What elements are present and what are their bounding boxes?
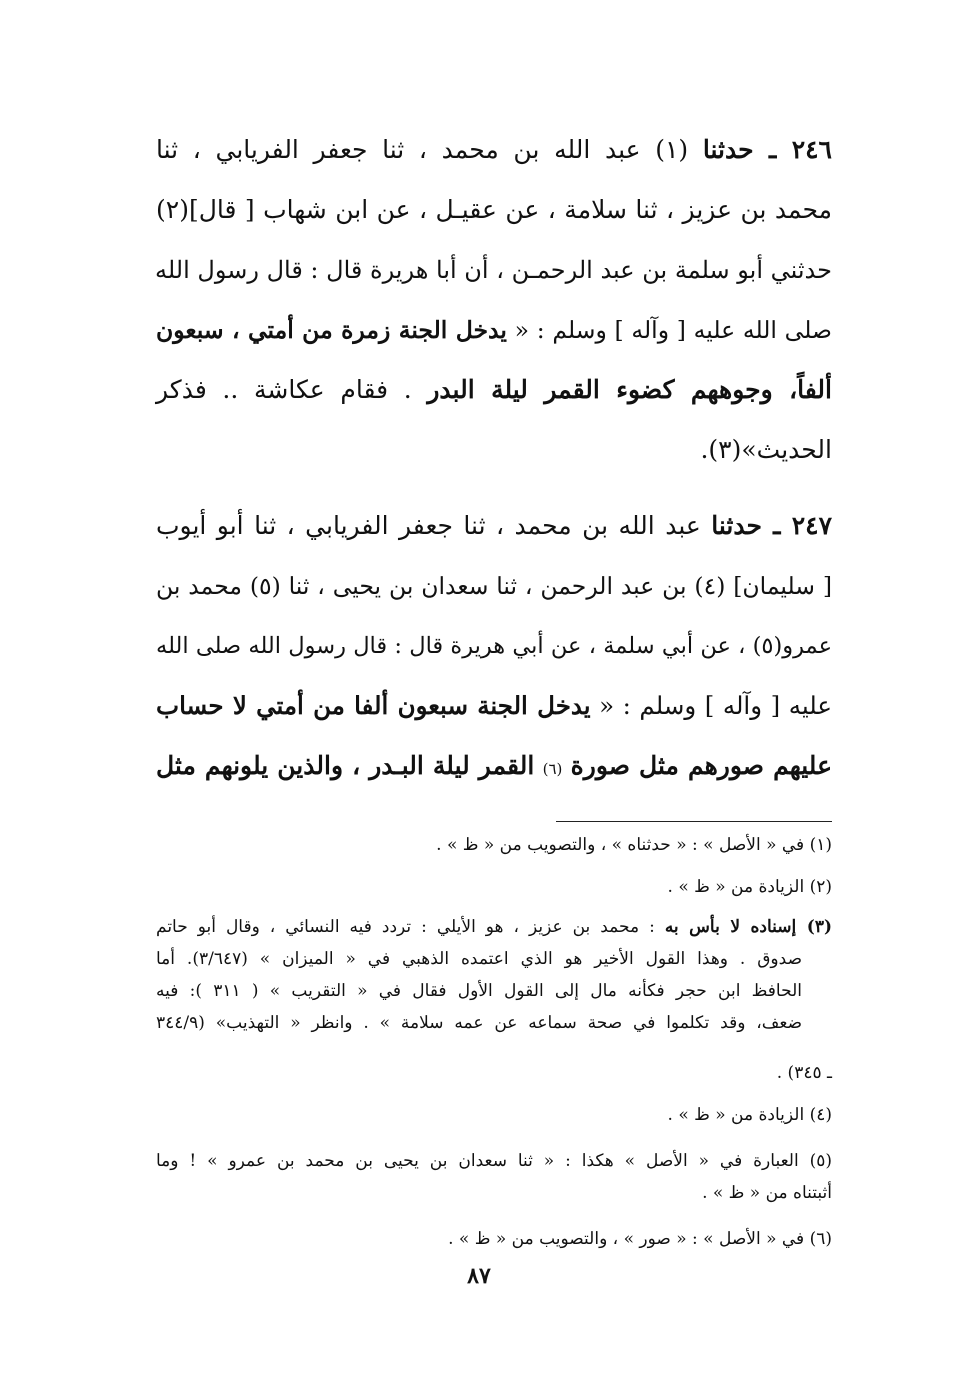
hadith-247-line-2: [ سليمان] (٤) بن عبد الرحمن ، ثنا سعدان بن يحيى ، ثنا (٥) محمد بن xyxy=(156,572,832,600)
footnote-3-line-1: (٣) إسناده لا بأس به : محمد بن عزيز ، هو الأيلي : تردد فيه النسائي ، وقال أبو حاتم xyxy=(156,917,833,937)
page-number: ٨٧ xyxy=(467,1263,491,1289)
footnote-6: (٦) في « الأصل » : « صور » ، والتصويب من « ظ » . xyxy=(448,1229,832,1249)
hadith-number: ٢٤٦ ـ حدثنا xyxy=(702,135,832,164)
footnote-3-line-4: ضعف، وقد تكلموا في صحة سماعه عن عمه سلامة » . وانظر « التهذيب» (٣٤٤/٩ xyxy=(156,1013,802,1033)
hadith-matn: عليهم صورهم مثل صورة xyxy=(570,751,832,780)
hadith-247-line-5 xyxy=(156,748,832,787)
hadith-number: ٢٤٧ ـ حدثنا xyxy=(711,511,833,540)
hadith-246-line-2: محمد بن عزيز ، ثنا سلامة ، عن عقيـل ، عن ابن شهاب [ قال](٢) xyxy=(156,195,832,224)
footnote-4: (٤) الزيادة من « ظ » . xyxy=(667,1105,832,1125)
footnote-2: (٢) الزيادة من « ظ » . xyxy=(667,877,832,897)
footnote-5-line-1: (٥) العبارة في « الأصل » هكذا : « ثنا سعدان بن يحيى بن محمد بن عمرو » ! وما xyxy=(156,1151,832,1171)
hadith-matn: القمر ليلة البـدر ، والذين يلونهم مثل xyxy=(156,751,535,780)
hadith-246-line-1: ٢٤٦ ـ حدثنا (١) عبد الله بن محمد ، ثنا جعفر الفريابي ، ثنا xyxy=(156,135,832,164)
hadith-247-line-4: عليه [ وآله ] وسلم : « يدخل الجنة سبعون ألفا من أمتي لا حساب xyxy=(156,691,832,720)
footnote-3-line-5: ـ ٣٤٥) . xyxy=(776,1063,832,1083)
footnote-separator xyxy=(556,821,832,822)
hadith-matn: يدخل الجنة سبعون ألفا من أمتي لا حساب xyxy=(156,691,591,720)
footnote-ref: (٦) xyxy=(542,760,563,778)
hadith-247-line-3: عمرو(٥) ، عن أبي سلمة ، عن أبي هريرة قال : قال رسول الله صلى الله xyxy=(156,633,832,659)
hadith-246-line-5: ألفاً، وجوههم كضوء القمر ليلة البدر . فقام عكاشة .. فذكر xyxy=(156,375,832,404)
footnote-1: (١) في « الأصل » : « حدثناه » ، والتصويب من « ظ » . xyxy=(436,835,832,855)
hadith-246-line-6: الحديث»(٣). xyxy=(700,435,832,464)
footnote-5-line-2: أثبتناه من « ظ » . xyxy=(702,1183,832,1203)
footnote-3-line-2: صدوق . وهذا القول الأخير هو الذي اعتمده الذهبي في « الميزان » (٣/٦٤٧). أما xyxy=(156,949,803,969)
hadith-246-line-3: حدثني أبو سلمة بن عبد الرحمـن ، أن أبا هريرة قال : قال رسول الله xyxy=(154,256,832,284)
hadith-247-line-1: ٢٤٧ ـ حدثنا عبد الله بن محمد ، ثنا جعفر الفريابي ، ثنا أبو أيوب xyxy=(156,511,833,540)
hadith-matn: يدخل الجنة زمرة من أمتي ، سبعون xyxy=(156,316,507,344)
footnote-3-line-3: الحافظ ابن حجر فكأنه مال إلى القول الأول فقال في « التقريب » ( ٣١١ ): فيه xyxy=(156,981,802,1001)
hadith-matn: ألفاً، وجوههم كضوء القمر ليلة البدر xyxy=(427,375,832,404)
hadith-246-line-4: صلى الله عليه [ وآله ] وسلم : « يدخل الجنة زمرة من أمتي ، سبعون xyxy=(156,316,832,344)
